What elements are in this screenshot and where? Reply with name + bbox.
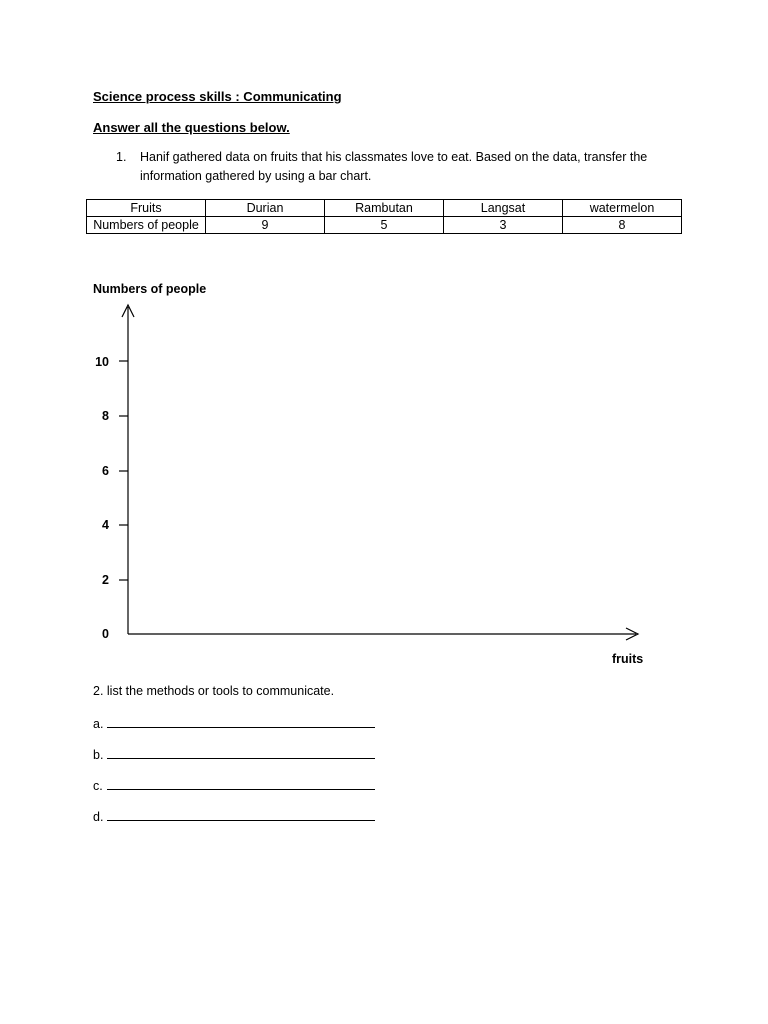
table-cell: watermelon xyxy=(563,200,682,217)
y-tick-label: 0 xyxy=(102,627,109,641)
answer-line xyxy=(93,746,375,762)
question-2-text: 2. list the methods or tools to communicate. xyxy=(93,684,335,698)
answer-label: c. xyxy=(93,779,103,793)
table-cell: 8 xyxy=(563,217,682,234)
y-tick-label: 10 xyxy=(95,355,109,369)
table-cell: Fruits xyxy=(87,200,206,217)
chart-x-axis-title: fruits xyxy=(612,652,644,666)
answer-label: b. xyxy=(93,748,104,762)
answer-blank[interactable] xyxy=(107,715,375,728)
y-tick-label: 6 xyxy=(102,464,109,478)
table-cell: 5 xyxy=(325,217,444,234)
answer-line xyxy=(93,777,375,793)
chart-y-axis-title: Numbers of people xyxy=(93,282,207,296)
question-1-number: 1. xyxy=(116,150,127,164)
table-cell: Rambutan xyxy=(325,200,444,217)
answer-line xyxy=(93,715,375,731)
answer-line xyxy=(93,808,375,824)
y-tick-label: 8 xyxy=(102,409,109,423)
worksheet-title: Science process skills : Communicating xyxy=(93,89,342,104)
question-1-text: Hanif gathered data on fruits that his classmates love to eat. Based on the data, transfer the information gathered by using a bar chart. xyxy=(140,150,648,183)
table-cell: Durian xyxy=(206,200,325,217)
table-cell: 3 xyxy=(444,217,563,234)
answer-label: d. xyxy=(93,810,104,824)
y-tick-label: 2 xyxy=(102,573,109,587)
y-tick-label: 4 xyxy=(102,518,109,532)
table-cell: Langsat xyxy=(444,200,563,217)
table-cell: 9 xyxy=(206,217,325,234)
table-cell: Numbers of people xyxy=(87,217,206,234)
answer-label: a. xyxy=(93,717,104,731)
answer-blank[interactable] xyxy=(107,808,375,821)
answer-blank[interactable] xyxy=(107,746,375,759)
answer-blank[interactable] xyxy=(107,777,375,790)
instructions: Answer all the questions below. xyxy=(93,120,290,135)
